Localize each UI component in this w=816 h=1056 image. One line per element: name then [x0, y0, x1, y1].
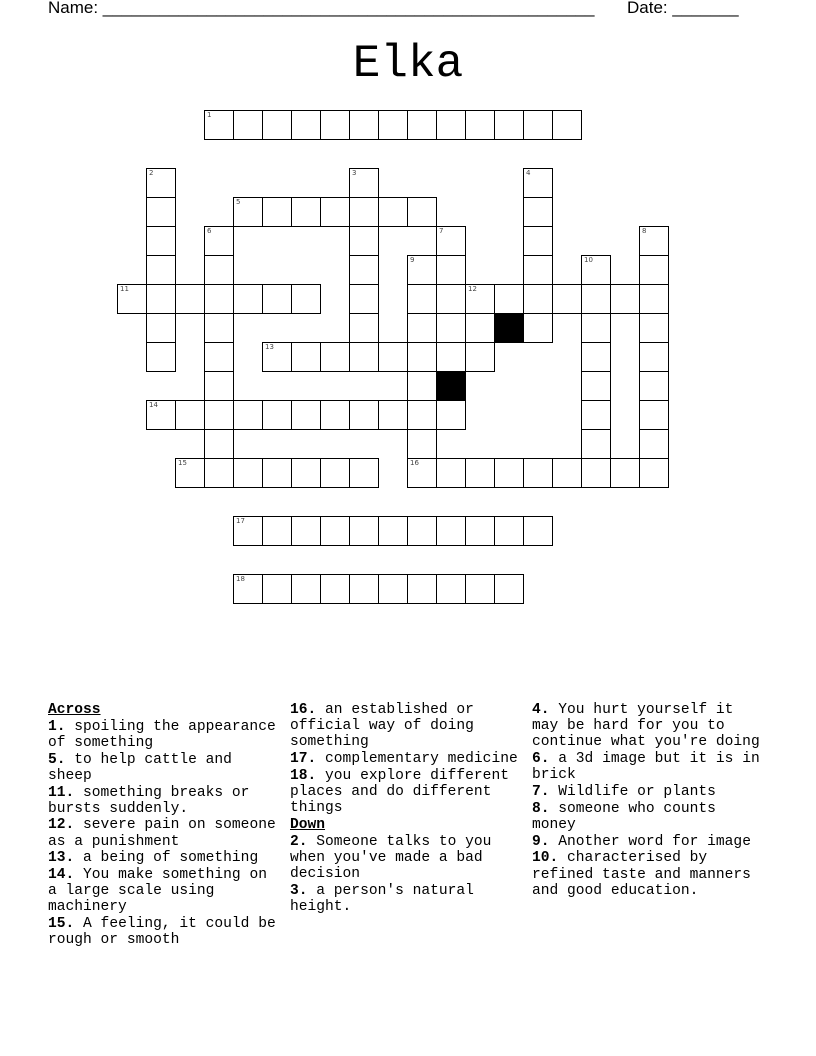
- grid-cell[interactable]: [291, 284, 321, 314]
- grid-cell[interactable]: [465, 458, 495, 488]
- grid-cell[interactable]: [320, 342, 350, 372]
- grid-cell[interactable]: [291, 516, 321, 546]
- grid-cell[interactable]: [581, 429, 611, 459]
- grid-cell[interactable]: [349, 458, 379, 488]
- grid-cell[interactable]: [436, 400, 466, 430]
- clue-number: 5: [236, 198, 241, 206]
- grid-cell[interactable]: [581, 458, 611, 488]
- grid-cell[interactable]: [639, 429, 669, 459]
- grid-cell-black: [436, 371, 466, 401]
- grid-cell[interactable]: [523, 284, 553, 314]
- grid-cell[interactable]: [639, 400, 669, 430]
- grid-cell[interactable]: [349, 110, 379, 140]
- clue-number: 6: [207, 227, 212, 235]
- grid-cell[interactable]: [465, 516, 495, 546]
- clue-across-14: 14. You make something on a large scale using machinery: [48, 867, 267, 916]
- grid-cell[interactable]: [262, 342, 292, 372]
- grid-cell[interactable]: [320, 516, 350, 546]
- grid-cell[interactable]: [349, 516, 379, 546]
- clue-number: 18: [236, 575, 245, 583]
- clue-number: 17: [236, 517, 245, 525]
- clue-across-16: 16. an established or official way of doing something: [290, 702, 474, 751]
- grid-cell[interactable]: [233, 458, 263, 488]
- grid-cell[interactable]: [378, 574, 408, 604]
- grid-cell[interactable]: [581, 342, 611, 372]
- grid-cell[interactable]: [262, 284, 292, 314]
- across-heading: Across: [48, 702, 101, 718]
- grid-cell[interactable]: [436, 574, 466, 604]
- grid-cell[interactable]: [552, 110, 582, 140]
- grid-cell[interactable]: [436, 255, 466, 285]
- grid-cell[interactable]: [204, 400, 234, 430]
- clue-number: 9: [410, 256, 415, 264]
- clue-down-4: 4. You hurt yourself it may be hard for you to continue what you're doing: [532, 702, 760, 751]
- grid-cell[interactable]: [610, 458, 640, 488]
- grid-cell[interactable]: [349, 400, 379, 430]
- clue-across-5: 5. to help cattle and sheep: [48, 751, 232, 784]
- grid-cell[interactable]: [523, 255, 553, 285]
- grid-cell[interactable]: [407, 574, 437, 604]
- grid-cell[interactable]: [523, 226, 553, 256]
- grid-cell[interactable]: [320, 110, 350, 140]
- clue-number: 15: [178, 459, 187, 467]
- grid-cell[interactable]: [436, 458, 466, 488]
- clue-number: 7: [439, 227, 444, 235]
- clue-number: 4: [526, 169, 531, 177]
- grid-cell[interactable]: [233, 574, 263, 604]
- clue-number: 2: [149, 169, 154, 177]
- grid-cell[interactable]: [639, 342, 669, 372]
- grid-cell[interactable]: [233, 284, 263, 314]
- grid-cell[interactable]: [523, 110, 553, 140]
- grid-cell[interactable]: [204, 255, 234, 285]
- grid-cell[interactable]: [175, 284, 205, 314]
- grid-cell[interactable]: [436, 284, 466, 314]
- grid-cell[interactable]: [436, 226, 466, 256]
- grid-cell[interactable]: [523, 516, 553, 546]
- grid-cell[interactable]: [262, 197, 292, 227]
- clue-column-2: [290, 702, 526, 916]
- grid-cell[interactable]: [436, 313, 466, 343]
- grid-cell[interactable]: [610, 284, 640, 314]
- grid-cell[interactable]: [581, 284, 611, 314]
- grid-cell[interactable]: [146, 400, 176, 430]
- grid-cell[interactable]: [639, 313, 669, 343]
- grid-cell[interactable]: [204, 371, 234, 401]
- clue-column-3: [532, 702, 768, 899]
- grid-cell[interactable]: [146, 342, 176, 372]
- grid-cell[interactable]: [523, 458, 553, 488]
- grid-cell[interactable]: [320, 574, 350, 604]
- grid-cell[interactable]: [436, 516, 466, 546]
- grid-cell[interactable]: [233, 110, 263, 140]
- grid-cell[interactable]: [146, 226, 176, 256]
- grid-cell[interactable]: [262, 400, 292, 430]
- grid-cell[interactable]: [378, 197, 408, 227]
- grid-cell[interactable]: [146, 197, 176, 227]
- grid-cell[interactable]: [349, 168, 379, 198]
- clue-down-2: 2. Someone talks to you when you've made a bad decision: [290, 833, 492, 883]
- clue-number: 13: [265, 343, 274, 351]
- grid-cell[interactable]: [465, 110, 495, 140]
- grid-cell[interactable]: [291, 342, 321, 372]
- grid-cell[interactable]: [291, 197, 321, 227]
- grid-cell[interactable]: [523, 197, 553, 227]
- grid-cell[interactable]: [291, 458, 321, 488]
- clue-down-8: 8. someone who counts money: [532, 800, 716, 833]
- grid-cell[interactable]: [552, 284, 582, 314]
- grid-cell[interactable]: [639, 255, 669, 285]
- grid-cell[interactable]: [407, 458, 437, 488]
- grid-cell[interactable]: [175, 458, 205, 488]
- clue-number: 12: [468, 285, 477, 293]
- grid-cell[interactable]: [436, 342, 466, 372]
- grid-cell[interactable]: [407, 342, 437, 372]
- grid-cell[interactable]: [407, 313, 437, 343]
- grid-cell[interactable]: [494, 284, 524, 314]
- grid-cell[interactable]: [581, 371, 611, 401]
- grid-cell[interactable]: [407, 400, 437, 430]
- grid-cell[interactable]: [407, 255, 437, 285]
- grid-cell[interactable]: [494, 458, 524, 488]
- grid-cell[interactable]: [146, 313, 176, 343]
- grid-cell[interactable]: [233, 400, 263, 430]
- grid-cell[interactable]: [146, 168, 176, 198]
- grid-cell[interactable]: [349, 226, 379, 256]
- grid-cell[interactable]: [262, 574, 292, 604]
- grid-cell-black: [494, 313, 524, 343]
- grid-cell[interactable]: [378, 342, 408, 372]
- clue-down-7: 7. Wildlife or plants: [532, 784, 716, 801]
- grid-cell[interactable]: [320, 458, 350, 488]
- grid-cell[interactable]: [291, 574, 321, 604]
- grid-cell[interactable]: [581, 313, 611, 343]
- clue-down-3: 3. a person's natural height.: [290, 882, 474, 915]
- grid-cell[interactable]: [378, 110, 408, 140]
- down-heading: Down: [290, 816, 326, 833]
- date-field[interactable]: Date: _______: [627, 0, 739, 17]
- grid-cell[interactable]: [146, 255, 176, 285]
- grid-cell[interactable]: [523, 313, 553, 343]
- grid-cell[interactable]: [407, 371, 437, 401]
- grid-cell[interactable]: [204, 226, 234, 256]
- clue-number: 11: [120, 285, 129, 293]
- clue-down-6: 6. a 3d image but it is in brick: [532, 751, 760, 784]
- clue-column-1: [48, 702, 284, 949]
- clue-number: 14: [149, 401, 158, 409]
- grid-cell[interactable]: [407, 429, 437, 459]
- grid-cell[interactable]: [349, 284, 379, 314]
- grid-cell[interactable]: [204, 284, 234, 314]
- clue-number: 8: [642, 227, 647, 235]
- grid-cell[interactable]: [378, 516, 408, 546]
- grid-cell[interactable]: [465, 284, 495, 314]
- grid-cell[interactable]: [349, 255, 379, 285]
- clue-across-18: 18. you explore different places and do different things: [290, 767, 509, 817]
- grid-cell[interactable]: [378, 400, 408, 430]
- grid-cell[interactable]: [494, 574, 524, 604]
- grid-cell[interactable]: [552, 458, 582, 488]
- grid-cell[interactable]: [175, 400, 205, 430]
- grid-cell[interactable]: [581, 400, 611, 430]
- clue-down-9: 9. Another word for image: [532, 833, 751, 850]
- clue-across-17: 17. complementary medicine: [290, 751, 518, 768]
- grid-cell[interactable]: [349, 197, 379, 227]
- grid-cell[interactable]: [291, 400, 321, 430]
- clue-across-1: 1. spoiling the appearance of something: [48, 718, 276, 751]
- grid-cell[interactable]: [465, 342, 495, 372]
- clue-across-12: 12. severe pain on someone as a punishment: [48, 817, 276, 850]
- clue-across-15: 15. A feeling, it could be rough or smooth: [48, 916, 276, 949]
- grid-cell[interactable]: [407, 197, 437, 227]
- grid-cell[interactable]: [204, 342, 234, 372]
- grid-cell[interactable]: [204, 313, 234, 343]
- grid-cell[interactable]: [407, 110, 437, 140]
- grid-cell[interactable]: [262, 516, 292, 546]
- grid-cell[interactable]: [204, 110, 234, 140]
- grid-cell[interactable]: [639, 284, 669, 314]
- clue-across-11: 11. something breaks or bursts suddenly.: [48, 784, 250, 817]
- grid-cell[interactable]: [146, 284, 176, 314]
- grid-cell[interactable]: [117, 284, 147, 314]
- grid-cell[interactable]: [262, 458, 292, 488]
- grid-cell[interactable]: [523, 168, 553, 198]
- grid-cell[interactable]: [407, 516, 437, 546]
- grid-cell[interactable]: [639, 226, 669, 256]
- grid-cell[interactable]: [233, 516, 263, 546]
- grid-cell[interactable]: [349, 342, 379, 372]
- grid-cell[interactable]: [465, 574, 495, 604]
- grid-cell[interactable]: [494, 516, 524, 546]
- clue-across-13: 13. a being of something: [48, 850, 259, 867]
- grid-cell[interactable]: [349, 313, 379, 343]
- grid-cell[interactable]: [349, 574, 379, 604]
- grid-cell[interactable]: [320, 400, 350, 430]
- puzzle-title: Elka: [352, 38, 464, 90]
- clue-number: 10: [584, 256, 593, 264]
- name-field[interactable]: Name: ____________________________________________________: [48, 0, 595, 17]
- grid-cell[interactable]: [581, 255, 611, 285]
- grid-cell[interactable]: [291, 110, 321, 140]
- clue-down-10: 10. characterised by refined taste and manners and good education.: [532, 850, 751, 899]
- grid-cell[interactable]: [436, 110, 466, 140]
- clue-number: 1: [207, 111, 212, 119]
- grid-cell[interactable]: [320, 197, 350, 227]
- grid-cell[interactable]: [262, 110, 292, 140]
- grid-cell[interactable]: [204, 429, 234, 459]
- grid-cell[interactable]: [407, 284, 437, 314]
- grid-cell[interactable]: [204, 458, 234, 488]
- clue-number: 3: [352, 169, 357, 177]
- clue-number: 16: [410, 459, 419, 467]
- grid-cell[interactable]: [639, 371, 669, 401]
- grid-cell[interactable]: [233, 197, 263, 227]
- grid-cell[interactable]: [639, 458, 669, 488]
- grid-cell[interactable]: [494, 110, 524, 140]
